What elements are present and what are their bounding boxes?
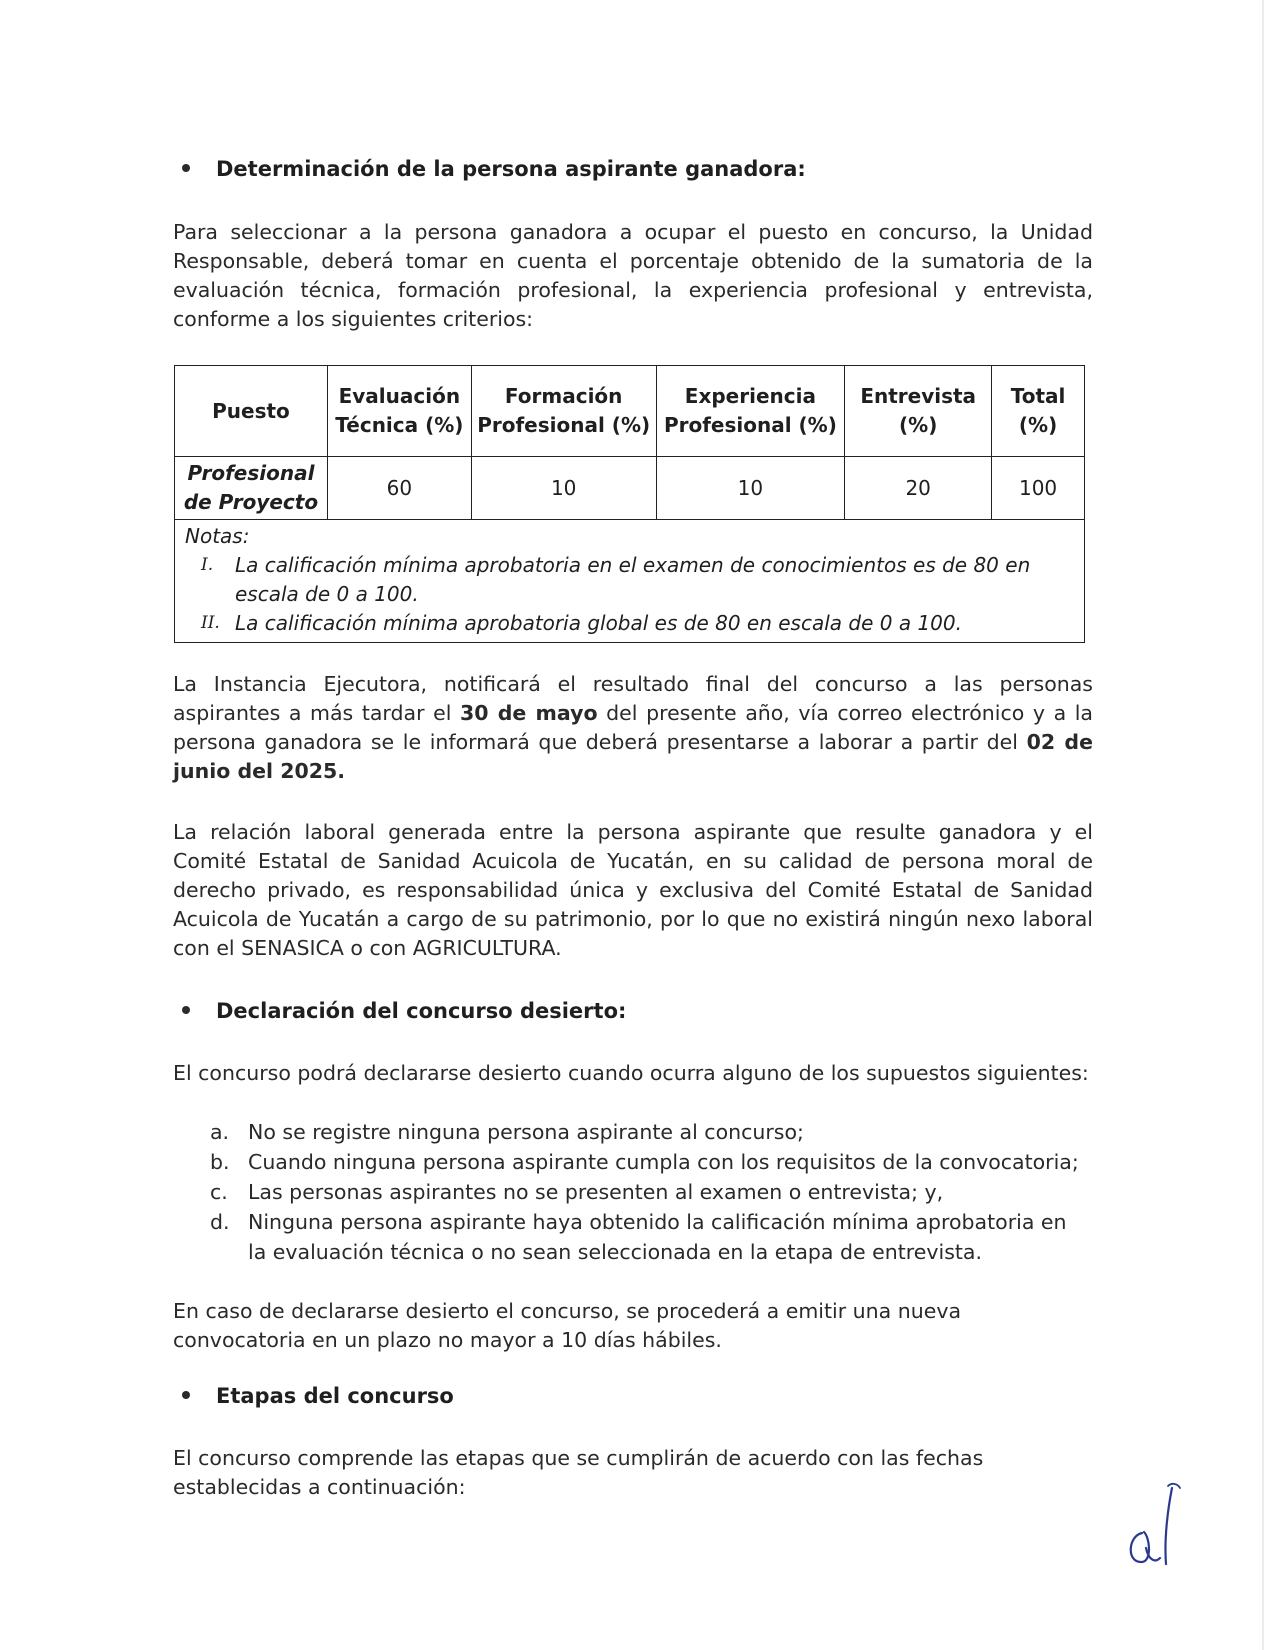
desierto-intro-paragraph: El concurso podrá declararse desierto cuando ocurra alguno de los supuestos siguientes: — [173, 1061, 1089, 1085]
header-entrevista: Entrevista (%) — [845, 366, 992, 457]
bullet-icon — [182, 1006, 190, 1014]
cell-evaluacion: 60 — [327, 457, 471, 520]
list-text: Ninguna persona aspirante haya obtenido la calificación mínima aprobatoria en la evaluación técnica o no sean seleccionada en la etapa de entrevista. — [248, 1210, 1067, 1264]
cell-total: 100 — [992, 457, 1085, 520]
note-number: I. — [201, 555, 214, 575]
desierto-list — [210, 1117, 1090, 1267]
cell-formacion: 10 — [471, 457, 656, 520]
heading-winner — [182, 157, 806, 181]
desierto-close-paragraph: En caso de declararse desierto el concurso, se procederá a emitir una nueva convocatoria en un plazo no mayor a 10 días hábiles. — [173, 1299, 962, 1352]
heading-desierto-text: Declaración del concurso desierto: — [216, 999, 627, 1023]
heading-winner-text: Determinación de la persona aspirante ganadora: — [216, 157, 806, 181]
note-number: II. — [201, 613, 220, 633]
etapas-intro-paragraph: El concurso comprende las etapas que se cumplirán de acuerdo con las fechas establecidas a continuación: — [173, 1446, 984, 1499]
table-header-row — [175, 366, 1085, 457]
header-evaluacion: Evaluación Técnica (%) — [327, 366, 471, 457]
heading-desierto — [182, 999, 626, 1023]
notes-list — [185, 551, 1074, 638]
notes-cell — [175, 520, 1085, 643]
list-item — [210, 1147, 1090, 1177]
heading-etapas-text: Etapas del concurso — [216, 1384, 454, 1408]
note-item — [185, 609, 1074, 638]
list-text: No se registre ninguna persona aspirante al concurso; — [248, 1120, 804, 1144]
cell-puesto: Profesional de Proyecto — [175, 457, 328, 520]
note-text: La calificación mínima aprobatoria en el examen de conocimientos es de 80 en escala de 0 a 100. — [235, 553, 1031, 606]
signature-icon — [1120, 1478, 1190, 1568]
header-experiencia: Experiencia Profesional (%) — [656, 366, 845, 457]
result-text-1: La Instancia Ejecutora, notificará el resultado final del concurso a las personas aspirantes a más tardar el — [173, 672, 1093, 725]
notes-row — [175, 520, 1085, 643]
list-letter: b. — [210, 1150, 230, 1174]
header-formacion: Formación Profesional (%) — [471, 366, 656, 457]
list-item — [210, 1207, 1090, 1267]
cell-entrevista: 20 — [845, 457, 992, 520]
list-text: Las personas aspirantes no se presenten al examen o entrevista; y, — [248, 1180, 944, 1204]
list-letter: d. — [210, 1210, 230, 1234]
labor-paragraph: La relación laboral generada entre la persona aspirante que resulte ganadora y el Comité Estatal de Sanidad Acuicola de Yucatán, en su calidad de persona moral de derecho privado, es responsabilidad única y exclusiva del Comité Estatal de Sanidad Acuicola de Yucatán a cargo de su patrimonio, por lo que no existirá ningún nexo laboral con el SENASICA o con AGRICULTURA. — [173, 820, 1093, 960]
result-paragraph — [173, 670, 1093, 786]
bullet-icon — [182, 1391, 190, 1399]
winner-intro-paragraph: Para seleccionar a la persona ganadora a ocupar el puesto en concurso, la Unidad Responsable, deberá tomar en cuenta el porcentaje obtenido de la sumatoria de la evaluación técnica, formación profesional, la experiencia profesional y entrevista, conforme a los siguientes criterios: — [173, 220, 1093, 331]
list-letter: a. — [210, 1120, 230, 1144]
heading-etapas — [182, 1384, 454, 1408]
list-text: Cuando ninguna persona aspirante cumpla con los requisitos de la convocatoria; — [248, 1150, 1079, 1174]
table-row — [175, 457, 1085, 520]
header-puesto: Puesto — [175, 366, 328, 457]
criteria-table — [174, 365, 1085, 643]
bullet-icon — [182, 164, 190, 172]
list-item — [210, 1177, 1090, 1207]
cell-experiencia: 10 — [656, 457, 845, 520]
result-date-1: 30 de mayo — [460, 701, 598, 725]
list-item — [210, 1117, 1090, 1147]
result-text-2: del presente año, vía correo electrónico y a la persona ganadora se le informará que deberá presentarse a laborar a partir del — [173, 701, 1093, 754]
notes-label: Notas: — [185, 524, 250, 548]
header-total: Total (%) — [992, 366, 1085, 457]
note-item — [185, 551, 1074, 609]
result-date-2: 02 de junio del 2025. — [173, 730, 1093, 783]
note-text: La calificación mínima aprobatoria global es de 80 en escala de 0 a 100. — [235, 611, 962, 635]
list-letter: c. — [210, 1180, 228, 1204]
